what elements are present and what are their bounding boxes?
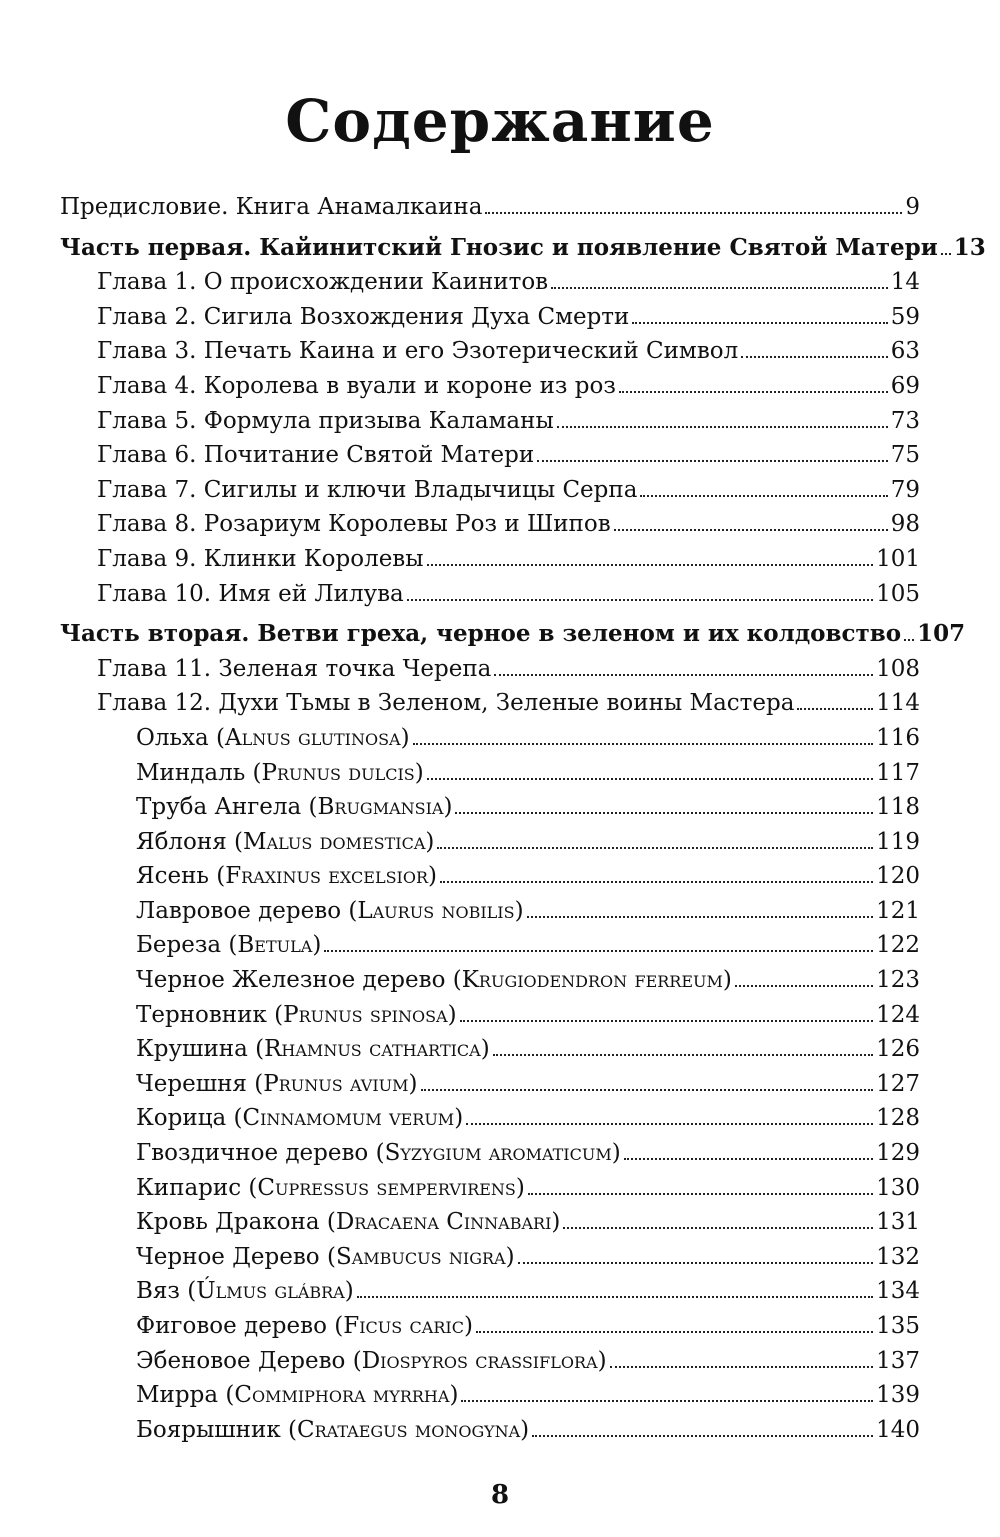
- dot-leader: [518, 1262, 874, 1264]
- dot-leader: [640, 495, 887, 497]
- toc-subentry: [60, 721, 920, 756]
- toc-subentry: [60, 894, 920, 929]
- dot-leader: [532, 1435, 873, 1437]
- toc-chapter: [60, 686, 920, 721]
- toc-entry-title: Глава 1. О происхождении Каинитов: [97, 269, 549, 296]
- toc-entry-page: 122: [876, 932, 920, 959]
- toc-chapter: [60, 404, 920, 439]
- toc-entry-title: Крушина (Rhamnus cathartica): [136, 1036, 490, 1063]
- dot-leader: [735, 985, 873, 987]
- toc-entry-title: Глава 5. Формула призыва Каламаны: [97, 407, 554, 434]
- dot-leader: [610, 1366, 874, 1368]
- toc-chapter: [60, 300, 920, 335]
- toc-entry-page: 14: [890, 269, 920, 296]
- toc-entry-title: Часть вторая. Ветви греха, черное в зеленом и их колдовство: [60, 620, 902, 648]
- toc-entry-page: 121: [876, 897, 920, 924]
- toc-entry-page: 128: [876, 1105, 920, 1132]
- toc-entry-page: 124: [876, 1001, 920, 1028]
- toc-subentry: [60, 928, 920, 963]
- toc-entry-title: Глава 12. Духи Тьмы в Зеленом, Зеленые воины Мастера: [97, 690, 795, 717]
- dot-leader: [494, 674, 873, 676]
- toc-subentry: [60, 1344, 920, 1379]
- toc-entry-page: 134: [876, 1278, 920, 1305]
- toc-entry-page: 131: [876, 1209, 920, 1236]
- toc-entry-title: Черное Железное дерево (Krugiodendron ferreum): [136, 967, 732, 994]
- toc-entry-title: Кровь Дракона (Dracaena Cinnabari): [136, 1209, 561, 1236]
- toc-entry-title: Глава 4. Королева в вуали и короне из роз: [97, 372, 616, 399]
- toc-entry-page: 98: [890, 511, 920, 538]
- toc-entry-page: 107: [917, 620, 966, 648]
- dot-leader: [476, 1331, 873, 1333]
- dot-leader: [614, 529, 888, 531]
- toc-subentry: [60, 963, 920, 998]
- toc-entry-page: 59: [890, 303, 920, 330]
- toc-entry-page: 123: [876, 967, 920, 994]
- toc-chapter: [60, 438, 920, 473]
- toc-chapter: [60, 334, 920, 369]
- page-number: 8: [490, 1480, 510, 1510]
- table-of-contents: [60, 190, 986, 1447]
- toc-subentry: [60, 825, 920, 860]
- dot-leader: [455, 812, 873, 814]
- toc-entry-page: 79: [890, 476, 920, 503]
- dot-leader: [357, 1296, 873, 1298]
- dot-leader: [624, 1158, 873, 1160]
- dot-leader: [437, 847, 873, 849]
- toc-entry-page: 114: [876, 690, 920, 717]
- toc-entry-page: 63: [890, 338, 920, 365]
- dot-leader: [632, 322, 887, 324]
- toc-entry-title: Ольха (Alnus glutinosa): [136, 724, 410, 751]
- dot-leader: [941, 253, 951, 255]
- toc-entry-title: Черешня (Prunus avium): [136, 1070, 418, 1097]
- toc-subentry: [60, 756, 920, 791]
- toc-entry-title: Яблоня (Malus domestica): [136, 828, 435, 855]
- toc-entry-title: Глава 6. Почитание Святой Матери: [97, 442, 535, 469]
- toc-chapter: [60, 507, 920, 542]
- dot-leader: [485, 212, 902, 214]
- toc-subentry: [60, 859, 920, 894]
- toc-entry-page: 105: [876, 580, 920, 607]
- dot-leader: [619, 391, 888, 393]
- toc-entry-title: Боярышник (Crataegus monogyna): [136, 1416, 530, 1443]
- toc-entry-title: Мирра (Commiphora myrrha): [136, 1382, 459, 1409]
- toc-entry-page: 130: [876, 1174, 920, 1201]
- toc-entry-title: Предисловие. Книга Анамалкаина: [60, 194, 483, 220]
- toc-chapter: [60, 542, 920, 577]
- dot-leader: [324, 950, 873, 952]
- toc-entry-page: 117: [876, 759, 920, 786]
- dot-leader: [557, 426, 888, 428]
- toc-entry-title: Эбеновое Дерево (Diospyros crassiflora): [136, 1347, 607, 1374]
- toc-entry-page: 135: [876, 1313, 920, 1339]
- toc-subentry: [60, 998, 920, 1033]
- toc-subentry: [60, 1309, 920, 1344]
- toc-entry-title: Лавровое дерево (Laurus nobilis): [136, 897, 524, 924]
- toc-entry-title: Корица (Cinnamomum verum): [136, 1105, 464, 1132]
- toc-entry-title: Терновник (Prunus spinosa): [136, 1001, 457, 1028]
- toc-entry-title: Глава 9. Клинки Королевы: [97, 545, 424, 572]
- toc-entry-page: 9: [905, 194, 920, 220]
- toc-subentry: [60, 1032, 920, 1067]
- toc-entry-page: 129: [876, 1140, 920, 1167]
- toc-entry-title: Глава 8. Розариум Королевы Роз и Шипов: [97, 511, 611, 538]
- toc-entry-title: Глава 11. Зеленая точка Черепа: [97, 655, 492, 682]
- toc-entry-page: 118: [876, 794, 920, 821]
- toc-entry-page: 116: [876, 724, 920, 751]
- toc-entry-title: Вяз (Úlmus glábra): [136, 1278, 354, 1305]
- toc-entry-title: Глава 3. Печать Каина и его Эзотерический Символ: [97, 338, 739, 365]
- toc-entry-title: Глава 10. Имя ей Лилува: [97, 580, 404, 607]
- toc-entry-page: 75: [890, 442, 920, 469]
- dot-leader: [551, 287, 888, 289]
- toc-entry-page: 137: [876, 1347, 920, 1374]
- dot-leader: [563, 1227, 873, 1229]
- toc-entry-page: 108: [876, 655, 920, 682]
- dot-leader: [427, 778, 873, 780]
- toc-part-one: [60, 231, 986, 266]
- dot-leader: [904, 639, 914, 641]
- toc-subentry: [60, 1378, 920, 1413]
- dot-leader: [461, 1400, 873, 1402]
- toc-subentry: [60, 1067, 920, 1102]
- toc-chapter: [60, 652, 920, 687]
- dot-leader: [528, 1193, 873, 1195]
- toc-chapter: [60, 369, 920, 404]
- toc-entry-preface: [60, 190, 920, 225]
- toc-entry-title: Фиговое дерево (Ficus caric): [136, 1313, 473, 1339]
- toc-entry-page: 120: [876, 863, 920, 890]
- toc-entry-page: 13: [953, 233, 986, 261]
- toc-entry-page: 127: [876, 1070, 920, 1097]
- dot-leader: [537, 460, 888, 462]
- dot-leader: [440, 881, 873, 883]
- dot-leader: [797, 708, 873, 710]
- dot-leader: [413, 743, 873, 745]
- toc-entry-title: Черное Дерево (Sambucus nigra): [136, 1243, 515, 1270]
- dot-leader: [427, 564, 874, 566]
- toc-entry-page: 101: [876, 545, 920, 572]
- toc-chapter: [60, 265, 920, 300]
- toc-subentry: [60, 1240, 920, 1275]
- toc-entry-title: Гвоздичное дерево (Syzygium aromaticum): [136, 1140, 621, 1167]
- toc-subentry: [60, 1136, 920, 1171]
- toc-subentry: [60, 1413, 920, 1448]
- toc-entry-title: Береза (Betula): [136, 932, 322, 959]
- toc-subentry: [60, 790, 920, 825]
- dot-leader: [493, 1054, 873, 1056]
- dot-leader: [407, 599, 873, 601]
- toc-entry-page: 119: [876, 828, 920, 855]
- dot-leader: [421, 1089, 874, 1091]
- toc-chapter: [60, 473, 920, 508]
- toc-entry-page: 73: [890, 407, 920, 434]
- toc-entry-title: Часть первая. Кайинитский Гнозис и появление Святой Матери: [60, 233, 938, 261]
- toc-entry-page: 139: [876, 1382, 920, 1409]
- dot-leader: [741, 356, 887, 358]
- toc-entry-page: 140: [876, 1416, 920, 1443]
- toc-part-two: [60, 617, 966, 652]
- toc-entry-title: Ясень (Fraxinus excelsior): [136, 863, 438, 890]
- toc-entry-page: 132: [876, 1243, 920, 1270]
- dot-leader: [460, 1020, 874, 1022]
- toc-entry-title: Кипарис (Cupressus sempervirens): [136, 1174, 525, 1201]
- toc-chapter: [60, 577, 920, 612]
- dot-leader: [527, 916, 874, 918]
- dot-leader: [466, 1123, 873, 1125]
- toc-subentry: [60, 1205, 920, 1240]
- toc-entry-title: Труба Ангела (Brugmansia): [136, 794, 453, 821]
- toc-entry-title: Миндаль (Prunus dulcis): [136, 759, 424, 786]
- toc-subentry: [60, 1101, 920, 1136]
- toc-entry-page: 126: [876, 1036, 920, 1063]
- toc-subentry: [60, 1171, 920, 1206]
- toc-entry-title: Глава 2. Сигила Возхождения Духа Смерти: [97, 303, 630, 330]
- page-title: Содержание: [285, 87, 715, 155]
- toc-entry-title: Глава 7. Сигилы и ключи Владычицы Серпа: [97, 476, 638, 503]
- toc-entry-page: 69: [890, 372, 920, 399]
- toc-subentry: [60, 1274, 920, 1309]
